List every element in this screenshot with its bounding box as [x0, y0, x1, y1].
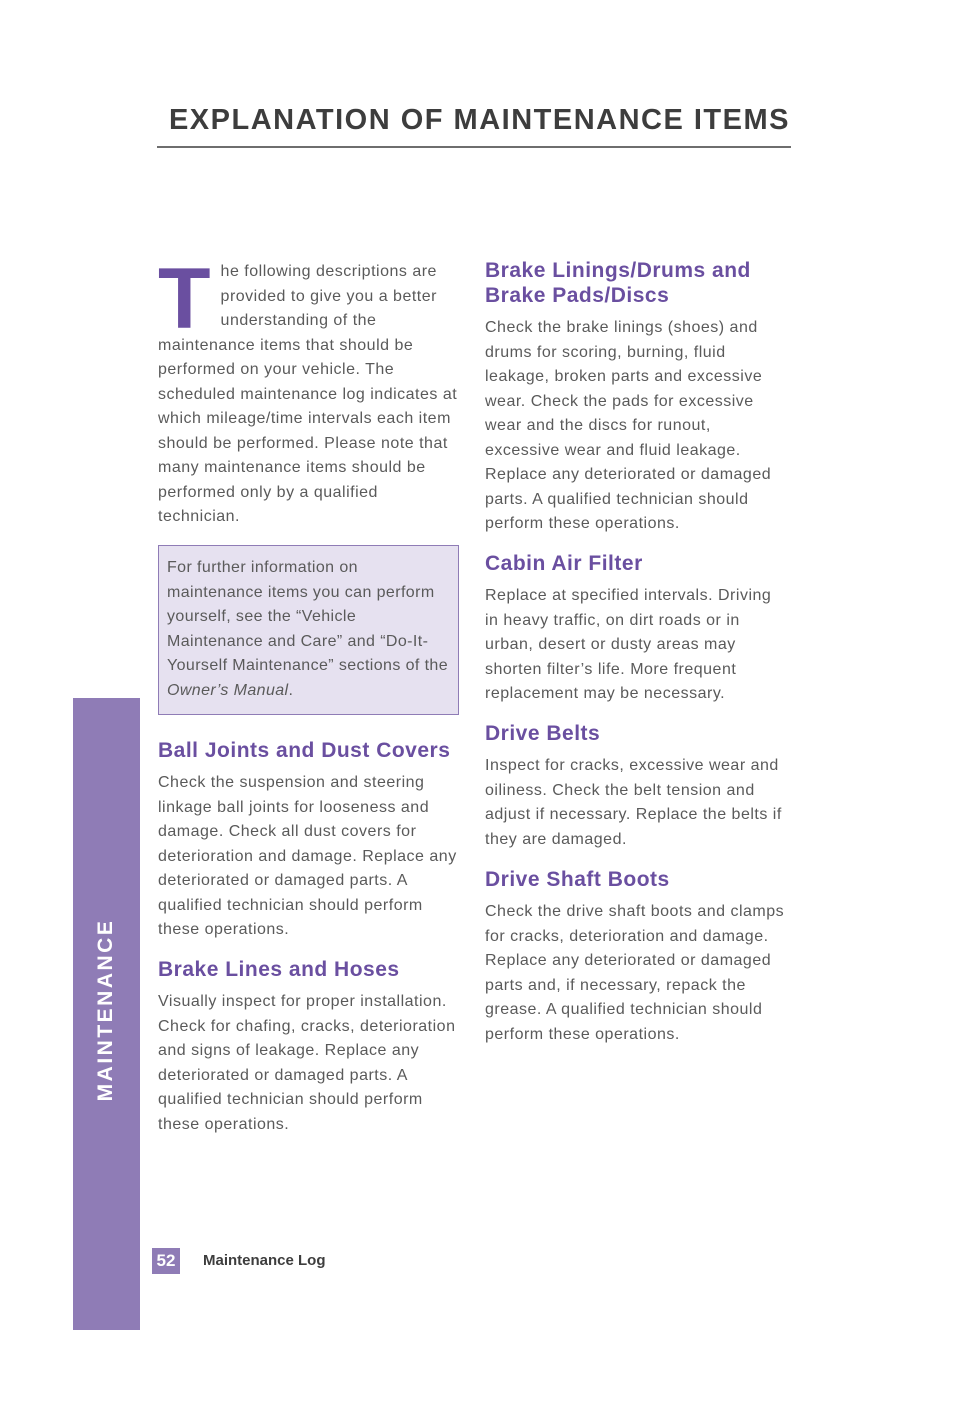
section-body: Inspect for cracks, excessive wear and oiliness. Check the belt tension and adjust if necessary. Replace the belts if they are damaged. [485, 757, 782, 848]
side-tab-label: MAINTENANCE [94, 918, 117, 1102]
footer-label: Maintenance Log [203, 1252, 326, 1269]
note-box [158, 545, 459, 715]
intro-text: he following descriptions are provided to give you a better understanding of the maintenance items that should be performed on your vehicle. The scheduled maintenance log indicates at which mileage/time intervals each item should be performed. Please note that many maintenance items should be performed only by a qualified technician. [158, 263, 458, 525]
section-brake-lines [158, 957, 462, 1137]
note-manual-title: Owner’s Manual [167, 681, 289, 699]
note-text-after: . [288, 681, 294, 699]
section-body: Visually inspect for proper installation. Check for chafing, cracks, deterioration and signs of leakage. Replace any deteriorated or damaged parts. A qualified technician should perform these operations. [158, 993, 456, 1133]
section-title: Cabin Air Filter [485, 552, 643, 575]
page-header-title: EXPLANATION OF MAINTENANCE ITEMS [168, 104, 790, 136]
section-title: Brake Linings/Drums and Brake Pads/Discs [485, 259, 751, 307]
section-drive-belts [485, 721, 795, 852]
section-body: Replace at specified intervals. Driving in heavy traffic, on dirt roads or in urban, desert or dusty areas may shorten filter’s life. More frequent replacement may be necessary. [485, 587, 772, 702]
section-title: Ball Joints and Dust Covers [158, 739, 451, 762]
section-title: Brake Lines and Hoses [158, 958, 400, 981]
note-text [167, 556, 450, 703]
drop-cap: T [158, 251, 211, 347]
header-rule [157, 146, 791, 148]
section-body: Check the drive shaft boots and clamps for cracks, deterioration and damage. Replace any deteriorated or damaged parts and, if necessary, repack the grease. A qualified technician should perform these operations. [485, 903, 785, 1043]
section-drive-shaft-boots [485, 867, 795, 1047]
section-title: Drive Shaft Boots [485, 868, 670, 891]
note-text-before: For further information on maintenance items you can perform yourself, see the “Vehicle Maintenance and Care” and “Do-It-Yourself Maintenance” sections of the [167, 559, 449, 674]
section-brake-linings [485, 258, 785, 537]
section-body: Check the brake linings (shoes) and drums for scoring, burning, fluid leakage, broken parts and excessive wear. Check the pads for excessive wear and the discs for runout, excessive wear and fluid leakage. Replace any deteriorated or damaged parts. A qualified technician should perform these operations. [485, 319, 772, 532]
page-number: 52 [152, 1248, 180, 1274]
section-body: Check the suspension and steering linkage ball joints for looseness and damage. Check all dust covers for deterioration and damage. Replace any deteriorated or damaged parts. A qualified technician should perform these operations. [158, 774, 457, 938]
section-title: Drive Belts [485, 722, 601, 745]
section-cabin-air-filter [485, 551, 785, 707]
section-ball-joints [158, 738, 462, 943]
intro-paragraph [158, 251, 462, 530]
